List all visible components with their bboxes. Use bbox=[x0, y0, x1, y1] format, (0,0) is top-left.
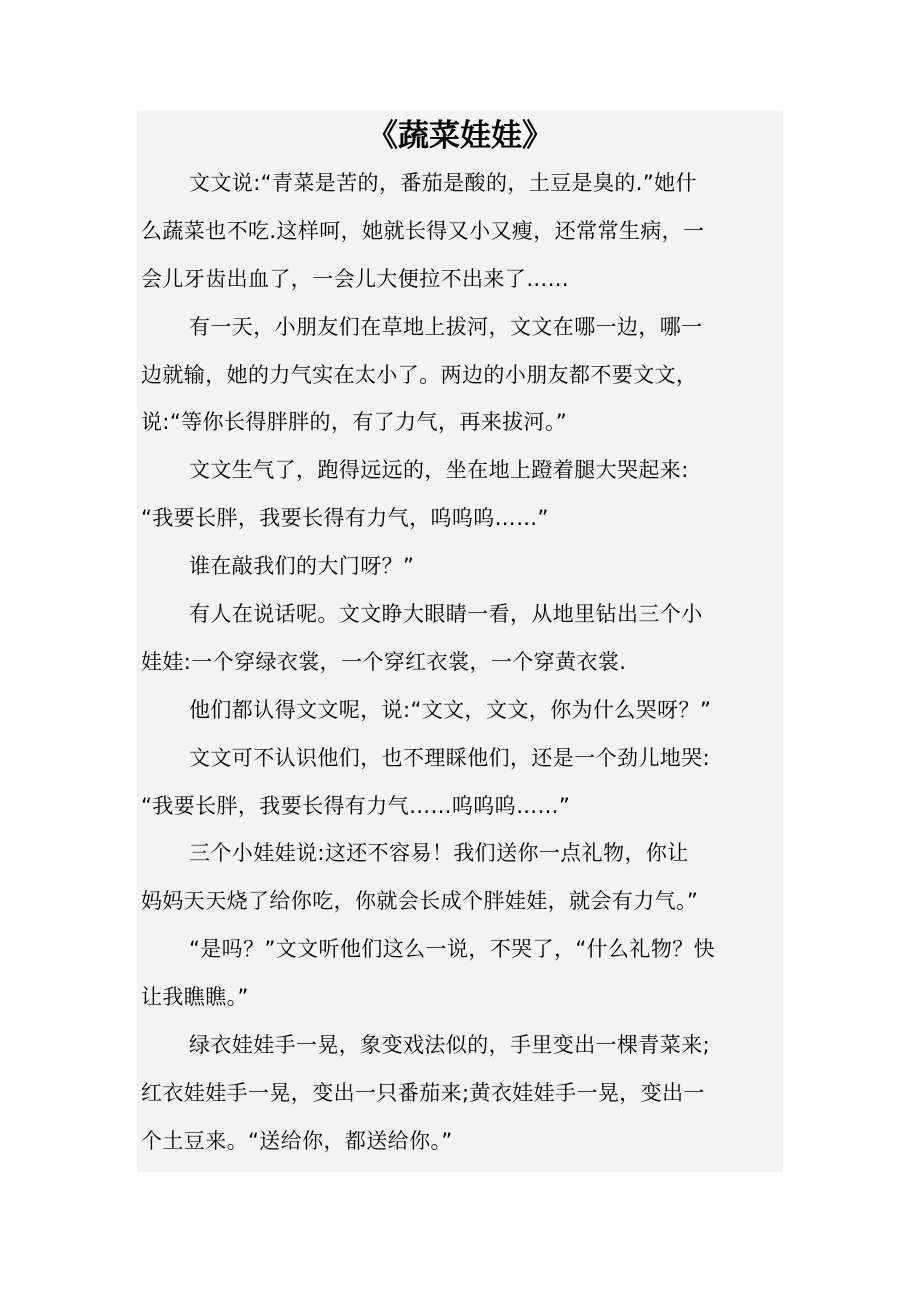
text-line: 有一天，小朋友们在草地上拔河，文文在哪一边，哪一 bbox=[189, 314, 703, 339]
text-line: 么蔬菜也不吃.这样呵，她就长得又小又瘦，还常常生病，一 bbox=[141, 218, 705, 243]
document-body bbox=[141, 160, 779, 1166]
paragraph bbox=[141, 304, 779, 448]
document-title: 《蔬菜娃娃》 bbox=[367, 118, 553, 154]
paragraph bbox=[141, 1022, 779, 1166]
paragraph bbox=[141, 926, 779, 1022]
text-line: 文文生气了，跑得远远的，坐在地上蹬着腿大哭起来: bbox=[189, 458, 689, 483]
text-line: “我要长胖，我要长得有力气……呜呜呜……” bbox=[141, 793, 571, 818]
paragraph bbox=[141, 687, 779, 735]
text-line: 边就输，她的力气实在太小了。两边的小朋友都不要文文， bbox=[141, 362, 698, 387]
paragraph bbox=[141, 160, 779, 304]
text-line: 个土豆来。“送给你，都送给你。” bbox=[141, 1128, 453, 1153]
text-line: 有人在说话呢。文文睁大眼睛一看，从地里钻出三个小 bbox=[189, 602, 703, 627]
document-page bbox=[137, 110, 783, 1172]
text-line: 娃娃:一个穿绿衣裳，一个穿红衣裳，一个穿黄衣裳. bbox=[141, 649, 627, 674]
paragraph bbox=[141, 543, 779, 591]
paragraph bbox=[141, 447, 779, 543]
text-line: 让我瞧瞧。” bbox=[141, 985, 249, 1010]
text-line: 红衣娃娃手一晃，变出一只番茄来;黄衣娃娃手一晃，变出一 bbox=[141, 1080, 705, 1105]
text-line: 谁在敲我们的大门呀？” bbox=[189, 554, 415, 579]
text-line: 绿衣娃娃手一晃，象变戏法似的，手里变出一棵青菜来; bbox=[189, 1033, 711, 1058]
paragraph bbox=[141, 830, 779, 926]
text-line: “是吗？”文文听他们这么一说，不哭了，“什么礼物？快 bbox=[189, 937, 716, 962]
text-line: 文文说:“青菜是苦的，番茄是酸的，土豆是臭的.”她什 bbox=[189, 171, 697, 195]
text-line: 他们都认得文文呢，说:“文文，文文，你为什么哭呀？” bbox=[189, 697, 712, 722]
text-line: “我要长胖，我要长得有力气，呜呜呜……” bbox=[141, 506, 549, 531]
text-line: 妈妈天天烧了给你吃，你就会长成个胖娃娃，就会有力气。” bbox=[141, 889, 699, 914]
paragraph bbox=[141, 591, 779, 687]
paragraph bbox=[141, 735, 779, 831]
text-line: 文文可不认识他们，也不理睬他们，还是一个劲儿地哭: bbox=[189, 745, 711, 770]
text-line: 说:“等你长得胖胖的，有了力气，再来拔河。” bbox=[141, 410, 568, 435]
text-line: 三个小娃娃说:这还不容易！我们送你一点礼物，你让 bbox=[189, 841, 689, 866]
text-line: 会儿牙齿出血了，一会儿大便拉不出来了…… bbox=[141, 266, 569, 291]
